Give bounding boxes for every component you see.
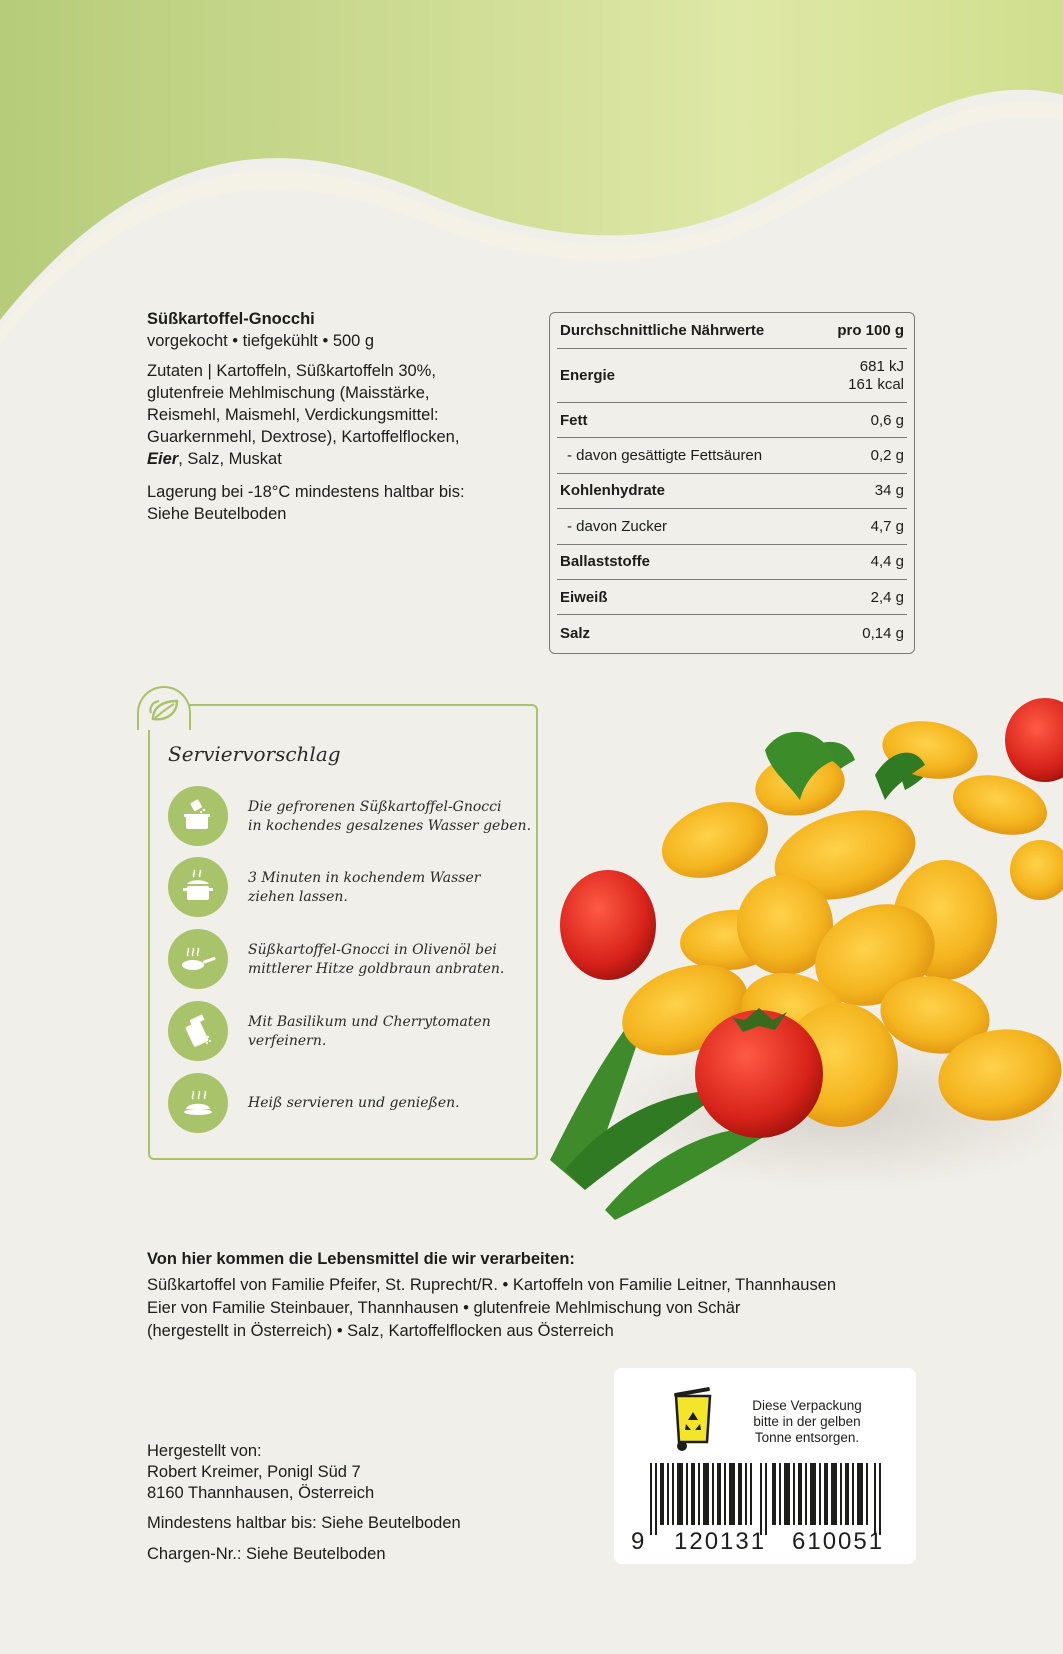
recycling-line: Diese Verpackung: [752, 1398, 862, 1413]
serving-title: Serviervorschlag: [168, 742, 341, 766]
leaf-tab: [137, 686, 191, 730]
manufacturer-address: [147, 1441, 567, 1504]
nutrition-value: 4,7 g: [870, 517, 904, 535]
ingredients: [147, 360, 507, 470]
nutrition-table: [549, 312, 915, 654]
ingredients-line: Guarkernmehl, Dextrose), Kartoffelflocken,: [147, 428, 460, 446]
nutrition-label: Ballaststoffe: [560, 553, 651, 571]
manufacturer-line: Robert Kreimer, Ponigl Süd 7: [147, 1463, 361, 1481]
origin-line: Eier von Familie Steinbauer, Thannhausen • glutenfreie Mehlmischung von Schär: [147, 1299, 741, 1317]
step-text: [248, 1094, 538, 1113]
step-line: 3 Minuten in kochendem Wasser: [248, 870, 481, 886]
step-text: [248, 798, 538, 836]
leaf-icon: [147, 693, 183, 725]
nutrition-row: [557, 403, 907, 438]
serving-step: [168, 1073, 528, 1133]
step-line: in kochendes gesalzenes Wasser geben.: [248, 818, 532, 834]
serving-step: [168, 929, 528, 989]
step-line: mittlerer Hitze goldbraun anbraten.: [248, 961, 505, 977]
step-line: verfeinern.: [248, 1033, 327, 1049]
barcode-digits-right: 610051: [792, 1528, 885, 1555]
nutrition-row-energy: [557, 349, 907, 403]
energy-kj: 681 kJ: [859, 357, 904, 375]
nutrition-row: [557, 509, 907, 544]
batch-number: Chargen-Nr.: Siehe Beutelboden: [147, 1545, 386, 1563]
manufacturer-info: [147, 1441, 567, 1575]
nutrition-value: 0,14 g: [862, 624, 904, 642]
nutrition-header-row: [557, 313, 907, 349]
nutrition-row: [557, 545, 907, 580]
frying-pan-icon: [168, 929, 228, 989]
nutrition-value: 0,6 g: [870, 411, 904, 429]
product-name: Süßkartoffel-Gnocchi: [147, 310, 315, 328]
step-line: Süßkartoffel-Gnocci in Olivenöl bei: [248, 942, 497, 958]
yellow-bin-icon: [670, 1380, 716, 1454]
step-line: Die gefrorenen Süßkartoffel-Gnocci: [248, 799, 502, 815]
recycling-line: bitte in der gelben: [753, 1414, 861, 1429]
salt-shaker-icon: [168, 1001, 228, 1061]
nutrition-value: 0,2 g: [870, 447, 904, 465]
origin-line: Süßkartoffel von Familie Pfeifer, St. Ruprecht/R. • Kartoffeln von Familie Leitner, Thannhausen: [147, 1276, 837, 1294]
step-line: Heiß servieren und genießen.: [248, 1095, 460, 1111]
serving-step: [168, 786, 532, 846]
step-text: [248, 941, 538, 979]
header-wave-decoration: [0, 0, 1063, 360]
barcode-digit-first: 9: [631, 1528, 645, 1555]
nutrition-label: Salz: [560, 624, 591, 642]
hot-dish-icon: [168, 1073, 228, 1133]
step-text: [248, 1013, 538, 1051]
energy-kcal: 161 kcal: [848, 375, 904, 393]
step-text: [248, 869, 538, 907]
nutrition-label: Fett: [560, 411, 588, 429]
storage-line: Lagerung bei -18°C mindestens haltbar bis:: [147, 483, 465, 501]
serving-step: [168, 1001, 528, 1061]
nutrition-row: [557, 474, 907, 509]
nutrition-row: [557, 580, 907, 615]
nutrition-value: 34 g: [874, 482, 904, 500]
nutrition-label: Eiweiß: [560, 588, 608, 606]
nutrition-value: 2,4 g: [870, 588, 904, 606]
product-subtitle: vorgekocht • tiefgekühlt • 500 g: [147, 332, 375, 350]
recycling-barcode-panel: [614, 1368, 916, 1564]
storage-line: Siehe Beutelboden: [147, 505, 287, 523]
ingredients-line: Zutaten | Kartoffeln, Süßkartoffeln 30%,: [147, 362, 436, 380]
serving-step: [168, 857, 528, 917]
step-line: ziehen lassen.: [248, 889, 348, 905]
ingredient-origin: [147, 1248, 907, 1343]
nutrition-row: [557, 438, 907, 473]
nutrition-energy-values: [848, 358, 904, 394]
barcode: [650, 1463, 882, 1535]
step-line: Mit Basilikum und Cherrytomaten: [248, 1014, 491, 1030]
nutrition-label: Energie: [560, 366, 616, 384]
barcode-digits-left: 120131: [674, 1528, 767, 1555]
pot-pouring-icon: [168, 786, 228, 846]
ingredients-tail: , Salz, Muskat: [178, 450, 282, 468]
nutrition-label: - davon Zucker: [567, 517, 668, 535]
nutrition-header-label: Durchschnittliche Nährwerte: [560, 322, 765, 339]
recycling-line: Tonne entsorgen.: [754, 1430, 860, 1445]
best-before: Mindestens haltbar bis: Siehe Beutelboden: [147, 1514, 461, 1532]
storage-info: [147, 481, 507, 525]
nutrition-header-unit: pro 100 g: [837, 322, 904, 339]
nutrition-row: [557, 615, 907, 650]
ingredients-line: glutenfreie Mehlmischung (Maisstärke,: [147, 384, 430, 402]
origin-line: (hergestellt in Österreich) • Salz, Kartoffelflocken aus Österreich: [147, 1322, 614, 1340]
manufacturer-line: 8160 Thannhausen, Österreich: [147, 1484, 375, 1502]
cooking-pot-icon: [168, 857, 228, 917]
nutrition-label: Kohlenhydrate: [560, 482, 666, 500]
gnocchi-dish-image: [545, 690, 1063, 1230]
product-info: [147, 308, 507, 536]
origin-heading: Von hier kommen die Lebensmittel die wir verarbeiten:: [147, 1250, 575, 1268]
recycling-text: [732, 1398, 882, 1446]
nutrition-value: 4,4 g: [870, 553, 904, 571]
ingredients-line: Reismehl, Maismehl, Verdickungsmittel:: [147, 406, 439, 424]
manufacturer-line: Hergestellt von:: [147, 1442, 262, 1460]
allergen-eggs: Eier: [147, 450, 179, 468]
nutrition-label: - davon gesättigte Fettsäuren: [567, 447, 763, 465]
